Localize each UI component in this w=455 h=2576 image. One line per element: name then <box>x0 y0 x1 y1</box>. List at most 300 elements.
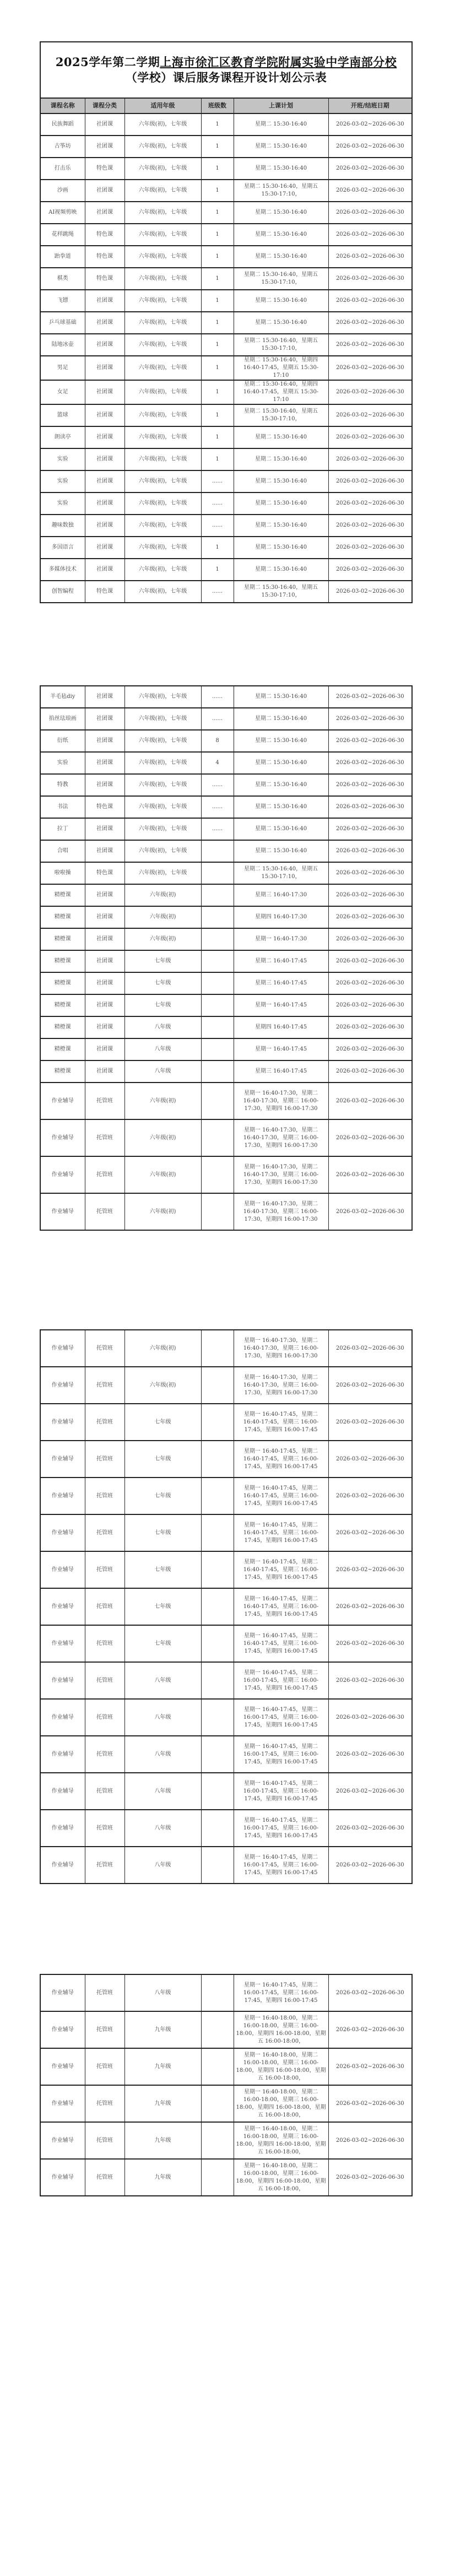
cell-dates: 2026-03-02~2026-06-30 <box>328 1404 412 1441</box>
cell-class-count <box>201 1038 234 1060</box>
table-row <box>40 1193 412 1230</box>
cell-schedule: 星期二 15:30-16:40 <box>234 113 328 136</box>
cell-dates: 2026-03-02~2026-06-30 <box>328 752 412 774</box>
cell-class-count: 1 <box>201 136 234 158</box>
cell-dates: 2026-03-02~2026-06-30 <box>328 268 412 290</box>
cell-class-count <box>201 884 234 906</box>
table-row <box>40 356 412 380</box>
cell-dates: 2026-03-02~2026-06-30 <box>328 708 412 730</box>
cell-dates: 2026-03-02~2026-06-30 <box>328 2085 412 2122</box>
cell-schedule: 星期一 16:40-17:45，星期二 16:00-17:45，星期三 16:00-17:45，星期四 16:00-17:45 <box>234 1847 328 1884</box>
cell-course-name: 作业辅导 <box>40 1441 85 1478</box>
cell-course-name: 沙画 <box>40 180 85 202</box>
cell-dates: 2026-03-02~2026-06-30 <box>328 730 412 752</box>
cell-dates: 2026-03-02~2026-06-30 <box>328 581 412 603</box>
cell-dates: 2026-03-02~2026-06-30 <box>328 972 412 994</box>
cell-class-count: 1 <box>201 113 234 136</box>
table-row <box>40 774 412 796</box>
cell-class-count: 1 <box>201 290 234 312</box>
table-row <box>40 493 412 515</box>
cell-course-name: 作业辅导 <box>40 1847 85 1884</box>
cell-category: 托管班 <box>85 2122 124 2159</box>
cell-schedule: 星期一 16:40-17:45，星期二 16:00-17:45，星期三 16:00-17:45，星期四 16:00-17:45 <box>234 1662 328 1699</box>
cell-class-count: 1 <box>201 448 234 470</box>
cell-grade: 八年级 <box>124 1699 201 1736</box>
cell-course-name: AI视频剪映 <box>40 202 85 224</box>
cell-grade: 六年级(初)，七年级 <box>124 708 201 730</box>
cell-schedule: 星期二 15:30-16:40，星期四 16:40-17:45，星期五 15:30-17:10 <box>234 356 328 380</box>
cell-schedule: 星期一 16:40-18:00，星期二 16:00-18:00，星期三 16:00-18:00，星期四 16:00-18:00，星期五 16:00-18:00， <box>234 2048 328 2085</box>
cell-grade: 八年级 <box>124 1016 201 1038</box>
title-school: 上海市徐汇区教育学院附属实验中学南部分校 <box>160 55 397 69</box>
cell-category: 社团课 <box>85 950 124 972</box>
table-row <box>40 158 412 180</box>
table-row <box>40 537 412 559</box>
cell-category: 社团课 <box>85 840 124 862</box>
cell-category: 社团课 <box>85 180 124 202</box>
cell-course-name: 作业辅导 <box>40 1699 85 1736</box>
table-row <box>40 950 412 972</box>
cell-dates: 2026-03-02~2026-06-30 <box>328 356 412 380</box>
cell-schedule: 星期一 16:40-17:30，星期二 16:40-17:30，星期三 16:00-17:30，星期四 16:00-17:30 <box>234 1330 328 1367</box>
cell-dates: 2026-03-02~2026-06-30 <box>328 1038 412 1060</box>
cell-class-count: 1 <box>201 559 234 581</box>
cell-dates: 2026-03-02~2026-06-30 <box>328 796 412 818</box>
cell-dates: 2026-03-02~2026-06-30 <box>328 884 412 906</box>
table-row <box>40 1016 412 1038</box>
cell-dates: 2026-03-02~2026-06-30 <box>328 1016 412 1038</box>
cell-course-name: 作业辅导 <box>40 2011 85 2048</box>
cell-category: 托管班 <box>85 1625 124 1662</box>
cell-schedule: 星期一 16:40-17:30，星期二 16:40-17:30，星期三 16:00-17:30，星期四 16:00-17:30 <box>234 1367 328 1404</box>
cell-category: 社团课 <box>85 537 124 559</box>
cell-class-count: 1 <box>201 158 234 180</box>
cell-class-count <box>201 862 234 884</box>
cell-class-count <box>201 1119 234 1156</box>
table-row <box>40 180 412 202</box>
cell-schedule: 星期一 16:40-17:45，星期二 16:40-17:45，星期三 16:00-17:45，星期四 16:00-17:45 <box>234 1625 328 1662</box>
cell-category: 托管班 <box>85 2159 124 2196</box>
cell-grade: 六年级(初) <box>124 1193 201 1230</box>
cell-grade: 六年级(初)，七年级 <box>124 426 201 448</box>
cell-schedule: 星期二 15:30-16:40，星期五 15:30-17:10， <box>234 404 328 426</box>
table-row <box>40 515 412 537</box>
cell-course-name: 作业辅导 <box>40 1330 85 1367</box>
cell-schedule: 星期三 16:40-17:45 <box>234 972 328 994</box>
cell-dates: 2026-03-02~2026-06-30 <box>328 180 412 202</box>
table-row <box>40 559 412 581</box>
cell-course-name: 作业辅导 <box>40 1478 85 1514</box>
cell-schedule: 星期二 15:30-16:40 <box>234 752 328 774</box>
cell-grade: 六年级(初)，七年级 <box>124 448 201 470</box>
cell-course-name: 花样跳绳 <box>40 224 85 246</box>
cell-grade: 六年级(初)，七年级 <box>124 158 201 180</box>
cell-dates: 2026-03-02~2026-06-30 <box>328 1367 412 1404</box>
cell-category: 社团课 <box>85 334 124 356</box>
cell-category: 社团课 <box>85 380 124 404</box>
cell-class-count <box>201 1330 234 1367</box>
table-row <box>40 1404 412 1441</box>
cell-grade: 八年级 <box>124 1773 201 1810</box>
header-grade: 适用年级 <box>124 98 201 113</box>
cell-grade: 八年级 <box>124 1038 201 1060</box>
cell-dates: 2026-03-02~2026-06-30 <box>328 906 412 928</box>
cell-course-name: 打击乐 <box>40 158 85 180</box>
cell-category: 托管班 <box>85 1974 124 2011</box>
cell-course-name: 作业辅导 <box>40 2159 85 2196</box>
cell-dates: 2026-03-02~2026-06-30 <box>328 1193 412 1230</box>
cell-class-count: ...... <box>201 515 234 537</box>
cell-schedule: 星期三 16:40-17:30 <box>234 884 328 906</box>
table-row <box>40 1699 412 1736</box>
table-row <box>40 862 412 884</box>
table-row <box>40 994 412 1016</box>
cell-category: 社团课 <box>85 906 124 928</box>
table-row <box>40 581 412 603</box>
cell-schedule: 星期一 16:40-17:30，星期二 16:40-17:30，星期三 16:00-17:30，星期四 16:00-17:30 <box>234 1193 328 1230</box>
cell-dates: 2026-03-02~2026-06-30 <box>328 559 412 581</box>
cell-class-count <box>201 840 234 862</box>
cell-category: 托管班 <box>85 1156 124 1193</box>
cell-class-count: 1 <box>201 268 234 290</box>
cell-class-count <box>201 1441 234 1478</box>
cell-dates: 2026-03-02~2026-06-30 <box>328 493 412 515</box>
cell-category: 托管班 <box>85 1773 124 1810</box>
cell-category: 社团课 <box>85 136 124 158</box>
cell-category: 社团课 <box>85 470 124 493</box>
cell-course-name: 作业辅导 <box>40 1156 85 1193</box>
cell-class-count <box>201 1773 234 1810</box>
cell-category: 托管班 <box>85 1736 124 1773</box>
cell-category: 托管班 <box>85 1083 124 1119</box>
cell-course-name: 衍纸 <box>40 730 85 752</box>
cell-course-name: 精橙课 <box>40 884 85 906</box>
cell-schedule: 星期四 16:40-17:45 <box>234 1016 328 1038</box>
table-row <box>40 1119 412 1156</box>
cell-schedule: 星期一 16:40-17:45，星期二 16:40-17:45，星期三 16:00-17:45，星期四 16:00-17:45 <box>234 1514 328 1551</box>
cell-schedule: 星期二 15:30-16:40 <box>234 448 328 470</box>
cell-class-count <box>201 2159 234 2196</box>
cell-dates: 2026-03-02~2026-06-30 <box>328 1441 412 1478</box>
cell-schedule: 星期一 16:40-17:45 <box>234 994 328 1016</box>
table-row <box>40 1038 412 1060</box>
cell-schedule: 星期二 15:30-16:40，星期四 16:40-17:45，星期五 15:30-17:10 <box>234 380 328 404</box>
cell-class-count: 1 <box>201 312 234 334</box>
cell-schedule: 星期二 15:30-16:40 <box>234 470 328 493</box>
cell-course-name: 多国语言 <box>40 537 85 559</box>
cell-course-name: 精橙课 <box>40 1038 85 1060</box>
cell-category: 社团课 <box>85 426 124 448</box>
cell-grade: 八年级 <box>124 1847 201 1884</box>
cell-grade: 九年级 <box>124 2159 201 2196</box>
table-row <box>40 470 412 493</box>
cell-dates: 2026-03-02~2026-06-30 <box>328 774 412 796</box>
cell-course-name: 合唱 <box>40 840 85 862</box>
cell-dates: 2026-03-02~2026-06-30 <box>328 1662 412 1699</box>
header-class-count: 班级数 <box>201 98 234 113</box>
cell-course-name: 跆拳道 <box>40 246 85 268</box>
cell-category: 社团课 <box>85 730 124 752</box>
cell-schedule: 星期一 16:40-18:00，星期二 16:00-18:00，星期三 16:00-18:00，星期四 16:00-18:00，星期五 16:00-18:00， <box>234 2011 328 2048</box>
cell-schedule: 星期二 15:30-16:40 <box>234 312 328 334</box>
cell-dates: 2026-03-02~2026-06-30 <box>328 1588 412 1625</box>
cell-schedule: 星期一 16:40-17:45，星期二 16:40-17:45，星期三 16:00-17:45，星期四 16:00-17:45 <box>234 1441 328 1478</box>
cell-dates: 2026-03-02~2026-06-30 <box>328 2122 412 2159</box>
cell-course-name: 作业辅导 <box>40 2122 85 2159</box>
table-row <box>40 884 412 906</box>
cell-course-name: 作业辅导 <box>40 1974 85 2011</box>
cell-schedule: 星期二 15:30-16:40 <box>234 686 328 708</box>
cell-course-name: 棋类 <box>40 268 85 290</box>
table-row <box>40 972 412 994</box>
cell-schedule: 星期一 16:40-17:30，星期二 16:40-17:30，星期三 16:00-17:30，星期四 16:00-17:30 <box>234 1119 328 1156</box>
cell-category: 托管班 <box>85 1404 124 1441</box>
cell-schedule: 星期二 15:30-16:40 <box>234 158 328 180</box>
cell-dates: 2026-03-02~2026-06-30 <box>328 840 412 862</box>
cell-course-name: 作业辅导 <box>40 2048 85 2085</box>
cell-category: 社团课 <box>85 752 124 774</box>
cell-grade: 六年级(初) <box>124 1367 201 1404</box>
cell-category: 社团课 <box>85 1016 124 1038</box>
cell-schedule: 星期二 15:30-16:40，星期五 15:30-17:10， <box>234 180 328 202</box>
cell-course-name: 作业辅导 <box>40 1514 85 1551</box>
table-row <box>40 404 412 426</box>
cell-schedule: 星期二 15:30-16:40 <box>234 136 328 158</box>
cell-category: 社团课 <box>85 884 124 906</box>
cell-class-count <box>201 1625 234 1662</box>
cell-dates: 2026-03-02~2026-06-30 <box>328 1773 412 1810</box>
cell-grade: 六年级(初)，七年级 <box>124 581 201 603</box>
cell-grade: 七年级 <box>124 1588 201 1625</box>
cell-grade: 七年级 <box>124 1441 201 1478</box>
cell-category: 托管班 <box>85 1514 124 1551</box>
cell-grade: 六年级(初)，七年级 <box>124 334 201 356</box>
cell-class-count: ...... <box>201 686 234 708</box>
title-suffix: （学校）课后服务课程开设计划公示表 <box>125 71 327 84</box>
cell-dates: 2026-03-02~2026-06-30 <box>328 312 412 334</box>
cell-dates: 2026-03-02~2026-06-30 <box>328 1119 412 1156</box>
cell-grade: 六年级(初)，七年级 <box>124 224 201 246</box>
cell-course-name: 掐丝珐琅画 <box>40 708 85 730</box>
table-row <box>40 136 412 158</box>
cell-dates: 2026-03-02~2026-06-30 <box>328 1156 412 1193</box>
cell-category: 社团课 <box>85 356 124 380</box>
cell-course-name: 作业辅导 <box>40 1662 85 1699</box>
cell-schedule: 星期一 16:40-18:00，星期二 16:00-18:00，星期三 16:00-18:00，星期四 16:00-18:00，星期五 16:00-18:00， <box>234 2122 328 2159</box>
cell-class-count: 1 <box>201 404 234 426</box>
cell-dates: 2026-03-02~2026-06-30 <box>328 470 412 493</box>
cell-category: 特色课 <box>85 862 124 884</box>
cell-dates: 2026-03-02~2026-06-30 <box>328 950 412 972</box>
cell-class-count: ...... <box>201 493 234 515</box>
cell-category: 社团课 <box>85 774 124 796</box>
cell-dates: 2026-03-02~2026-06-30 <box>328 1847 412 1884</box>
cell-category: 社团课 <box>85 312 124 334</box>
cell-category: 社团课 <box>85 559 124 581</box>
cell-grade: 六年级(初)，七年级 <box>124 113 201 136</box>
cell-course-name: 作业辅导 <box>40 1773 85 1810</box>
table-row <box>40 334 412 356</box>
cell-course-name: 篮球 <box>40 404 85 426</box>
cell-schedule: 星期二 15:30-16:40 <box>234 796 328 818</box>
cell-schedule: 星期二 15:30-16:40 <box>234 202 328 224</box>
cell-class-count <box>201 1551 234 1588</box>
cell-course-name: 实验 <box>40 493 85 515</box>
cell-dates: 2026-03-02~2026-06-30 <box>328 2011 412 2048</box>
cell-class-count <box>201 2048 234 2085</box>
cell-category: 社团课 <box>85 1060 124 1083</box>
table-row <box>40 1514 412 1551</box>
table-row <box>40 1551 412 1588</box>
cell-course-name: 特教 <box>40 774 85 796</box>
cell-grade: 六年级(初)，七年级 <box>124 537 201 559</box>
cell-schedule: 星期四 16:40-17:30 <box>234 906 328 928</box>
cell-course-name: 陆地冰壶 <box>40 334 85 356</box>
cell-schedule: 星期二 15:30-16:40 <box>234 493 328 515</box>
cell-dates: 2026-03-02~2026-06-30 <box>328 1551 412 1588</box>
cell-category: 托管班 <box>85 1847 124 1884</box>
cell-grade: 六年级(初)，七年级 <box>124 312 201 334</box>
cell-course-name: 作业辅导 <box>40 1551 85 1588</box>
cell-class-count: ...... <box>201 708 234 730</box>
table-row <box>40 1060 412 1083</box>
header-category: 课程分类 <box>85 98 124 113</box>
cell-schedule: 星期一 16:40-17:30，星期二 16:40-17:30，星期三 16:00-17:30，星期四 16:00-17:30 <box>234 1156 328 1193</box>
table-row <box>40 1625 412 1662</box>
cell-grade: 六年级(初)，七年级 <box>124 356 201 380</box>
cell-class-count <box>201 1478 234 1514</box>
cell-category: 托管班 <box>85 1478 124 1514</box>
cell-class-count <box>201 928 234 950</box>
cell-category: 特色课 <box>85 268 124 290</box>
cell-class-count: 1 <box>201 202 234 224</box>
cell-dates: 2026-03-02~2026-06-30 <box>328 202 412 224</box>
cell-dates: 2026-03-02~2026-06-30 <box>328 686 412 708</box>
cell-course-name: 民族舞蹈 <box>40 113 85 136</box>
cell-category: 社团课 <box>85 448 124 470</box>
cell-grade: 六年级(初)，七年级 <box>124 268 201 290</box>
cell-class-count <box>201 1156 234 1193</box>
cell-category: 社团课 <box>85 972 124 994</box>
cell-grade: 九年级 <box>124 2085 201 2122</box>
table-row <box>40 426 412 448</box>
cell-category: 托管班 <box>85 1551 124 1588</box>
cell-dates: 2026-03-02~2026-06-30 <box>328 136 412 158</box>
cell-category: 社团课 <box>85 1038 124 1060</box>
cell-class-count: 1 <box>201 334 234 356</box>
table-row <box>40 1810 412 1847</box>
table-row <box>40 752 412 774</box>
cell-dates: 2026-03-02~2026-06-30 <box>328 1330 412 1367</box>
cell-schedule: 星期二 15:30-16:40 <box>234 537 328 559</box>
cell-category: 托管班 <box>85 1441 124 1478</box>
cell-category: 特色课 <box>85 581 124 603</box>
cell-course-name: 作业辅导 <box>40 1083 85 1119</box>
cell-dates: 2026-03-02~2026-06-30 <box>328 1478 412 1514</box>
cell-class-count <box>201 1810 234 1847</box>
cell-category: 托管班 <box>85 1699 124 1736</box>
cell-grade: 六年级(初)，七年级 <box>124 290 201 312</box>
cell-grade: 六年级(初)，七年级 <box>124 752 201 774</box>
cell-dates: 2026-03-02~2026-06-30 <box>328 2048 412 2085</box>
cell-category: 社团课 <box>85 994 124 1016</box>
cell-course-name: 多媒体技术 <box>40 559 85 581</box>
cell-grade: 六年级(初)，七年级 <box>124 796 201 818</box>
table-row <box>40 2085 412 2122</box>
cell-grade: 九年级 <box>124 2048 201 2085</box>
cell-schedule: 星期一 16:40-17:45，星期二 16:40-17:45，星期三 16:00-17:45，星期四 16:00-17:45 <box>234 1588 328 1625</box>
cell-schedule: 星期二 15:30-16:40，星期五 15:30-17:10， <box>234 581 328 603</box>
cell-dates: 2026-03-02~2026-06-30 <box>328 158 412 180</box>
cell-grade: 七年级 <box>124 1514 201 1551</box>
table-row <box>40 268 412 290</box>
cell-class-count: ...... <box>201 796 234 818</box>
cell-dates: 2026-03-02~2026-06-30 <box>328 113 412 136</box>
cell-schedule: 星期一 16:40-17:45，星期二 16:40-17:45，星期三 16:00-17:45，星期四 16:00-17:45 <box>234 1551 328 1588</box>
cell-dates: 2026-03-02~2026-06-30 <box>328 1060 412 1083</box>
cell-dates: 2026-03-02~2026-06-30 <box>328 334 412 356</box>
cell-schedule: 星期三 16:40-17:45 <box>234 1060 328 1083</box>
cell-dates: 2026-03-02~2026-06-30 <box>328 1974 412 2011</box>
cell-class-count <box>201 1699 234 1736</box>
cell-dates: 2026-03-02~2026-06-30 <box>328 862 412 884</box>
cell-category: 托管班 <box>85 1588 124 1625</box>
cell-class-count: 1 <box>201 426 234 448</box>
cell-class-count <box>201 950 234 972</box>
cell-category: 托管班 <box>85 1330 124 1367</box>
cell-class-count: 1 <box>201 356 234 380</box>
cell-schedule: 星期二 15:30-16:40，星期五 15:30-17:10， <box>234 862 328 884</box>
cell-schedule: 星期一 16:40-17:45，星期二 16:40-17:45，星期三 16:00-17:45，星期四 16:00-17:45 <box>234 1404 328 1441</box>
cell-category: 托管班 <box>85 2085 124 2122</box>
cell-dates: 2026-03-02~2026-06-30 <box>328 1736 412 1773</box>
table-row <box>40 202 412 224</box>
cell-dates: 2026-03-02~2026-06-30 <box>328 246 412 268</box>
table-row <box>40 2011 412 2048</box>
cell-category: 托管班 <box>85 1193 124 1230</box>
cell-category: 托管班 <box>85 1367 124 1404</box>
cell-grade: 六年级(初)，七年级 <box>124 202 201 224</box>
cell-class-count: 1 <box>201 380 234 404</box>
cell-grade: 六年级(初)，七年级 <box>124 686 201 708</box>
cell-grade: 六年级(初)，七年级 <box>124 730 201 752</box>
table-row <box>40 246 412 268</box>
table-row <box>40 1478 412 1514</box>
cell-grade: 六年级(初) <box>124 1330 201 1367</box>
cell-schedule: 星期二 15:30-16:40，星期五 15:30-17:10， <box>234 334 328 356</box>
cell-dates: 2026-03-02~2026-06-30 <box>328 224 412 246</box>
cell-schedule: 星期二 15:30-16:40 <box>234 224 328 246</box>
table-row <box>40 2122 412 2159</box>
cell-grade: 六年级(初) <box>124 1156 201 1193</box>
cell-course-name: 精橙课 <box>40 994 85 1016</box>
cell-category: 托管班 <box>85 2048 124 2085</box>
cell-class-count: 1 <box>201 246 234 268</box>
cell-schedule: 星期二 15:30-16:40 <box>234 730 328 752</box>
cell-schedule: 星期二 15:30-16:40 <box>234 515 328 537</box>
schedule-table-page-3 <box>40 1329 413 1884</box>
cell-class-count: 1 <box>201 224 234 246</box>
cell-schedule: 星期一 16:40-17:45，星期二 16:00-17:45，星期三 16:00-17:45，星期四 16:00-17:45 <box>234 1736 328 1773</box>
cell-schedule: 星期二 15:30-16:40 <box>234 426 328 448</box>
cell-course-name: 精橙课 <box>40 1016 85 1038</box>
cell-schedule: 星期一 16:40-17:30，星期二 16:40-17:30，星期三 16:00-17:30，星期四 16:00-17:30 <box>234 1083 328 1119</box>
cell-course-name: 作业辅导 <box>40 1119 85 1156</box>
cell-dates: 2026-03-02~2026-06-30 <box>328 1083 412 1119</box>
cell-course-name: 作业辅导 <box>40 1736 85 1773</box>
cell-grade: 六年级(初)，七年级 <box>124 470 201 493</box>
cell-grade: 七年级 <box>124 1478 201 1514</box>
